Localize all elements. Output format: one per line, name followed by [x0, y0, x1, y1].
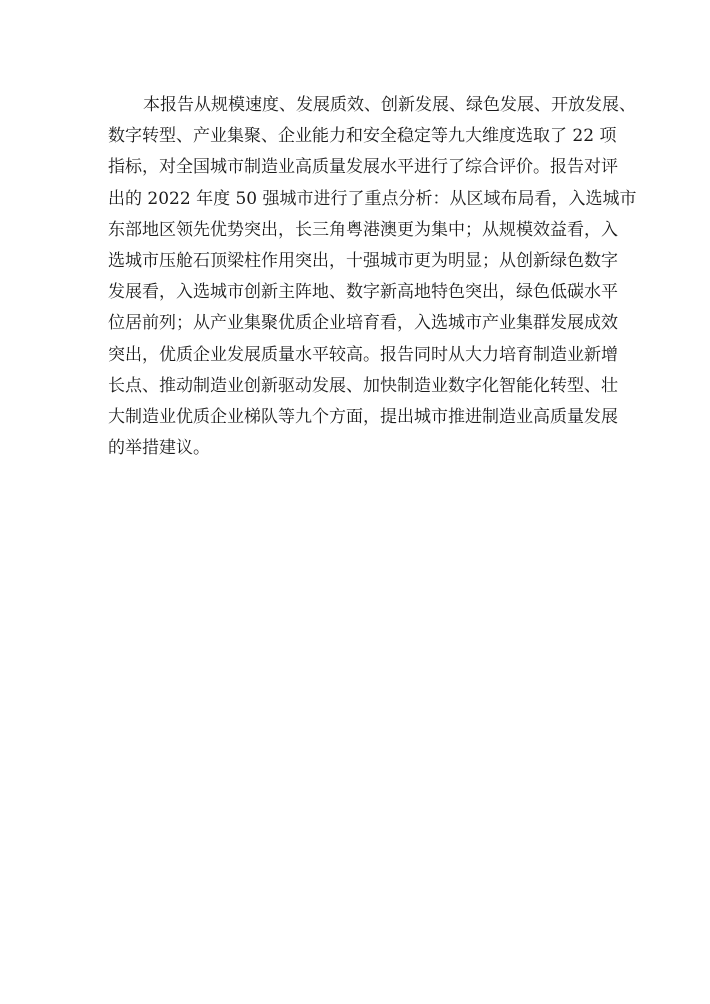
paragraph-line: 长点、推动制造业创新驱动发展、加快制造业数字化智能化转型、壮 — [108, 375, 618, 396]
paragraph-line: 位居前列；从产业集聚优质企业培育看，入选城市产业集群发展成效 — [108, 313, 618, 334]
paragraph-line: 出的 2022 年度 50 强城市进行了重点分析：从区域布局看，入选城市 — [108, 188, 637, 209]
paragraph-line: 数字转型、产业集聚、企业能力和安全稳定等九大维度选取了 22 项 — [108, 126, 617, 147]
paragraph-line: 指标，对全国城市制造业高质量发展水平进行了综合评价。报告对评 — [108, 157, 618, 178]
paragraph-line: 发展看，入选城市创新主阵地、数字新高地特色突出，绿色低碳水平 — [108, 282, 618, 303]
paragraph-line: 突出，优质企业发展质量水平较高。报告同时从大力培育制造业新增 — [108, 344, 618, 365]
paragraph-line: 的举措建议。 — [108, 438, 210, 459]
paragraph-line: 本报告从规模速度、发展质效、创新发展、绿色发展、开放发展、 — [143, 95, 636, 115]
report-summary-paragraph — [108, 90, 637, 464]
paragraph-line: 大制造业优质企业梯队等九个方面，提出城市推进制造业高质量发展 — [108, 406, 618, 427]
paragraph-line: 东部地区领先优势突出，长三角粤港澳更为集中；从规模效益看，入 — [108, 219, 618, 240]
paragraph-line: 选城市压舱石顶梁柱作用突出，十强城市更为明显；从创新绿色数字 — [108, 250, 618, 271]
